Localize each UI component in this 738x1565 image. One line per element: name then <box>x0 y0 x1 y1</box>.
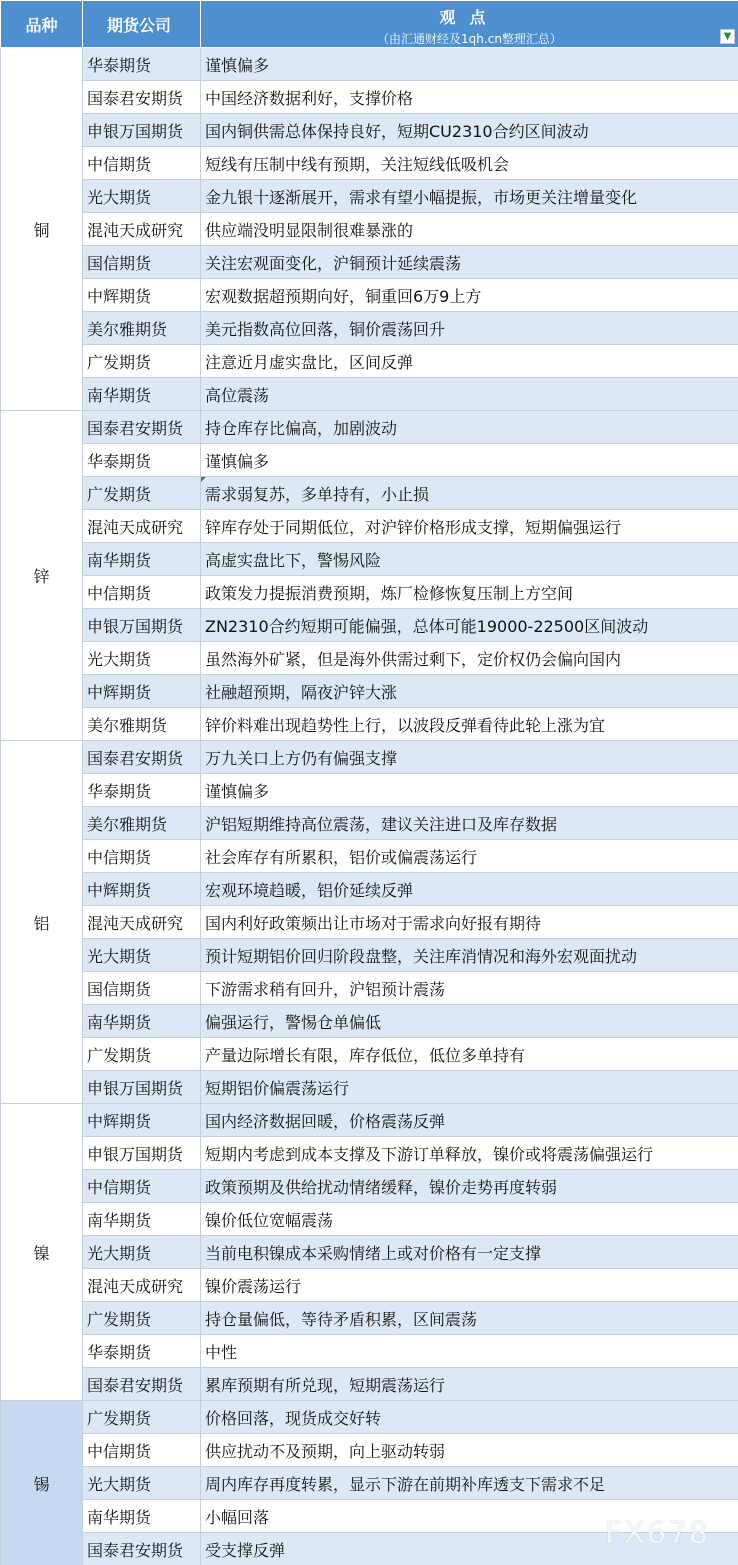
view-cell <box>201 741 738 774</box>
view-text: 政策发力提振消费预期，炼厂检修恢复压制上方空间 <box>205 583 574 603</box>
view-text: 金九银十逐渐展开，需求有望小幅提振，市场更关注增量变化 <box>205 187 638 207</box>
table-row <box>1 1104 738 1137</box>
view-text: 虽然海外矿紧，但是海外供需过剩下，定价权仍会偏向国内 <box>205 649 622 669</box>
table-row <box>1 444 738 477</box>
company-cell: 南华期货 <box>83 378 201 411</box>
view-cell <box>201 114 738 147</box>
view-text: 偏强运行，警惕仓单偏低 <box>205 1012 382 1032</box>
view-cell <box>201 774 738 807</box>
company-cell: 申银万国期货 <box>83 1071 201 1104</box>
view-text: 价格回落，现货成交好转 <box>205 1408 382 1428</box>
view-cell <box>201 1071 738 1104</box>
view-cell <box>201 543 738 576</box>
category-cell: 铜 <box>1 48 83 411</box>
view-text: 锌库存处于同期低位，对沪锌价格形成支撑，短期偏强运行 <box>205 517 622 537</box>
table-row <box>1 114 738 147</box>
view-cell <box>201 939 738 972</box>
table-row <box>1 708 738 741</box>
table-row <box>1 246 738 279</box>
company-cell: 华泰期货 <box>83 48 201 81</box>
table-row <box>1 840 738 873</box>
view-text: 社会库存有所累积，铝价或偏震荡运行 <box>205 847 478 867</box>
table-row <box>1 807 738 840</box>
table-row <box>1 774 738 807</box>
category-cell: 镍 <box>1 1104 83 1401</box>
company-cell: 国泰君安期货 <box>83 81 201 114</box>
view-text: 锌价料难出现趋势性上行，以波段反弹看待此轮上涨为宜 <box>205 715 606 735</box>
view-text: 需求弱复苏，多单持有，小止损 <box>205 484 430 504</box>
table-row <box>1 213 738 246</box>
header-row <box>1 1 738 48</box>
table-row <box>1 48 738 81</box>
table-row <box>1 675 738 708</box>
view-cell <box>201 906 738 939</box>
company-cell: 国泰君安期货 <box>83 741 201 774</box>
view-text: 供应端没明显限制很难暴涨的 <box>205 220 414 240</box>
view-cell <box>201 444 738 477</box>
table-row <box>1 873 738 906</box>
company-cell: 华泰期货 <box>83 1335 201 1368</box>
view-text: 高虚实盘比下，警惕风险 <box>205 550 382 570</box>
view-text: 累库预期有所兑现，短期震荡运行 <box>205 1375 446 1395</box>
company-cell: 广发期货 <box>83 345 201 378</box>
header-category: 品种 <box>1 1 83 48</box>
header-view-subtitle: （由汇通财经及1qh.cn整理汇总） <box>377 32 562 46</box>
view-cell <box>201 576 738 609</box>
view-text: 镍价低位宽幅震荡 <box>205 1210 334 1230</box>
table-row <box>1 1434 738 1467</box>
company-cell: 申银万国期货 <box>83 1137 201 1170</box>
table-row <box>1 543 738 576</box>
table-row <box>1 972 738 1005</box>
table-row <box>1 1203 738 1236</box>
view-text: 国内铜供需总体保持良好，短期CU2310合约区间波动 <box>205 121 589 141</box>
view-text: 谨慎偏多 <box>205 781 270 801</box>
table-row <box>1 906 738 939</box>
view-cell <box>201 1137 738 1170</box>
header-view-title: 观点 <box>439 8 500 27</box>
table-row <box>1 411 738 444</box>
view-text: 小幅回落 <box>205 1507 270 1527</box>
company-cell: 广发期货 <box>83 477 201 510</box>
view-text: 当前电积镍成本采购情绪上或对价格有一定支撑 <box>205 1243 542 1263</box>
table-row <box>1 741 738 774</box>
company-cell: 混沌天成研究 <box>83 213 201 246</box>
filter-icon[interactable]: ▼ <box>720 29 735 44</box>
company-cell: 国信期货 <box>83 246 201 279</box>
view-cell <box>201 81 738 114</box>
table-row <box>1 1005 738 1038</box>
table-body <box>1 48 738 1565</box>
view-text: 宏观环境趋暖，铝价延续反弹 <box>205 880 414 900</box>
view-text: 谨慎偏多 <box>205 55 270 75</box>
view-cell <box>201 378 738 411</box>
view-text: 宏观数据超预期向好，铜重回6万9上方 <box>205 286 482 306</box>
header-company: 期货公司 <box>83 1 201 48</box>
view-text: 预计短期铝价回归阶段盘整，关注库消情况和海外宏观面扰动 <box>205 946 638 966</box>
view-text: 供应扰动不及预期，向上驱动转弱 <box>205 1441 446 1461</box>
view-text: ZN2310合约短期可能偏强，总体可能19000-22500区间波动 <box>205 616 649 636</box>
table-row <box>1 1467 738 1500</box>
view-cell <box>201 1335 738 1368</box>
view-cell <box>201 180 738 213</box>
view-text: 短线有压制中线有预期，关注短线低吸机会 <box>205 154 510 174</box>
view-cell <box>201 840 738 873</box>
company-cell: 美尔雅期货 <box>83 708 201 741</box>
company-cell: 华泰期货 <box>83 444 201 477</box>
company-cell: 美尔雅期货 <box>83 312 201 345</box>
view-cell <box>201 1401 738 1434</box>
table-row <box>1 312 738 345</box>
company-cell: 混沌天成研究 <box>83 510 201 543</box>
company-cell: 南华期货 <box>83 543 201 576</box>
view-cell <box>201 708 738 741</box>
company-cell: 中辉期货 <box>83 1104 201 1137</box>
table-row <box>1 576 738 609</box>
view-cell <box>201 675 738 708</box>
view-text: 国内利好政策频出让市场对于需求向好报有期待 <box>205 913 542 933</box>
view-text: 镍价震荡运行 <box>205 1276 302 1296</box>
table-row <box>1 1236 738 1269</box>
company-cell: 南华期货 <box>83 1203 201 1236</box>
table-row <box>1 147 738 180</box>
table-row <box>1 1137 738 1170</box>
company-cell: 国泰君安期货 <box>83 1368 201 1401</box>
table-row <box>1 609 738 642</box>
view-text: 政策预期及供给扰动情绪缓释，镍价走势再度转弱 <box>205 1177 558 1197</box>
company-cell: 中辉期货 <box>83 279 201 312</box>
table-row <box>1 1170 738 1203</box>
view-text: 沪铝短期维持高位震荡，建议关注进口及库存数据 <box>205 814 558 834</box>
view-cell <box>201 1236 738 1269</box>
view-cell <box>201 609 738 642</box>
view-text: 万九关口上方仍有偏强支撑 <box>205 748 398 768</box>
view-cell <box>201 972 738 1005</box>
company-cell: 国泰君安期货 <box>83 411 201 444</box>
view-cell <box>201 411 738 444</box>
company-cell: 南华期货 <box>83 1005 201 1038</box>
table-row <box>1 642 738 675</box>
table-row <box>1 939 738 972</box>
view-text: 社融超预期，隔夜沪锌大涨 <box>205 682 398 702</box>
view-text: 注意近月虚实盘比，区间反弹 <box>205 352 414 372</box>
company-cell: 光大期货 <box>83 1236 201 1269</box>
category-cell: 锌 <box>1 411 83 741</box>
table-row <box>1 1368 738 1401</box>
table-row <box>1 180 738 213</box>
company-cell: 华泰期货 <box>83 774 201 807</box>
view-text: 短期内考虑到成本支撑及下游订单释放，镍价或将震荡偏强运行 <box>205 1144 654 1164</box>
view-cell <box>201 48 738 81</box>
company-cell: 申银万国期货 <box>83 114 201 147</box>
table-row <box>1 81 738 114</box>
category-cell: 铝 <box>1 741 83 1104</box>
table-row <box>1 1269 738 1302</box>
view-text: 下游需求稍有回升，沪铝预计震荡 <box>205 979 446 999</box>
view-cell <box>201 1104 738 1137</box>
view-text: 谨慎偏多 <box>205 451 270 471</box>
view-cell <box>201 477 738 510</box>
view-cell <box>201 807 738 840</box>
company-cell: 光大期货 <box>83 939 201 972</box>
category-cell: 锡 <box>1 1401 83 1565</box>
table-row <box>1 1038 738 1071</box>
view-cell <box>201 1368 738 1401</box>
table-row <box>1 1071 738 1104</box>
view-text: 持仓库存比偏高，加剧波动 <box>205 418 398 438</box>
view-cell <box>201 213 738 246</box>
header-view <box>201 1 738 48</box>
view-text: 中国经济数据利好，支撑价格 <box>205 88 414 108</box>
view-cell <box>201 279 738 312</box>
view-text: 周内库存再度转累，显示下游在前期补库透支下需求不足 <box>205 1474 606 1494</box>
view-cell <box>201 1038 738 1071</box>
company-cell: 中辉期货 <box>83 873 201 906</box>
view-cell <box>201 1467 738 1500</box>
view-cell <box>201 1203 738 1236</box>
view-text: 受支撑反弹 <box>205 1540 286 1560</box>
table-row <box>1 510 738 543</box>
company-cell: 光大期货 <box>83 1467 201 1500</box>
view-cell <box>201 1170 738 1203</box>
table-row <box>1 477 738 510</box>
company-cell: 国泰君安期货 <box>83 1533 201 1565</box>
company-cell: 广发期货 <box>83 1401 201 1434</box>
view-cell <box>201 1434 738 1467</box>
view-text: 关注宏观面变化，沪铜预计延续震荡 <box>205 253 462 273</box>
company-cell: 美尔雅期货 <box>83 807 201 840</box>
view-cell <box>201 345 738 378</box>
view-text: 持仓量偏低，等待矛盾积累，区间震荡 <box>205 1309 478 1329</box>
view-text: 美元指数高位回落，铜价震荡回升 <box>205 319 446 339</box>
view-text: 产量边际增长有限，库存低位，低位多单持有 <box>205 1045 526 1065</box>
company-cell: 混沌天成研究 <box>83 1269 201 1302</box>
company-cell: 广发期货 <box>83 1038 201 1071</box>
table-row <box>1 1302 738 1335</box>
view-cell <box>201 1269 738 1302</box>
table-row <box>1 378 738 411</box>
view-cell <box>201 147 738 180</box>
view-cell <box>201 312 738 345</box>
company-cell: 混沌天成研究 <box>83 906 201 939</box>
company-cell: 南华期货 <box>83 1500 201 1533</box>
view-cell <box>201 1005 738 1038</box>
view-text: 短期铝价偏震荡运行 <box>205 1078 350 1098</box>
table-row <box>1 345 738 378</box>
view-text: 国内经济数据回暖，价格震荡反弹 <box>205 1111 446 1131</box>
company-cell: 中信期货 <box>83 1434 201 1467</box>
company-cell: 中信期货 <box>83 1170 201 1203</box>
table-row <box>1 279 738 312</box>
watermark: FX678 <box>604 1516 710 1551</box>
company-cell: 申银万国期货 <box>83 609 201 642</box>
view-cell <box>201 510 738 543</box>
table-row <box>1 1401 738 1434</box>
company-cell: 中辉期货 <box>83 675 201 708</box>
company-cell: 广发期货 <box>83 1302 201 1335</box>
table-row <box>1 1335 738 1368</box>
view-cell <box>201 1302 738 1335</box>
view-cell <box>201 246 738 279</box>
view-cell <box>201 642 738 675</box>
company-cell: 中信期货 <box>83 147 201 180</box>
company-cell: 国信期货 <box>83 972 201 1005</box>
view-cell <box>201 873 738 906</box>
view-text: 中性 <box>205 1342 238 1362</box>
company-cell: 光大期货 <box>83 642 201 675</box>
company-cell: 中信期货 <box>83 840 201 873</box>
view-text: 高位震荡 <box>205 385 270 405</box>
company-cell: 光大期货 <box>83 180 201 213</box>
company-cell: 中信期货 <box>83 576 201 609</box>
